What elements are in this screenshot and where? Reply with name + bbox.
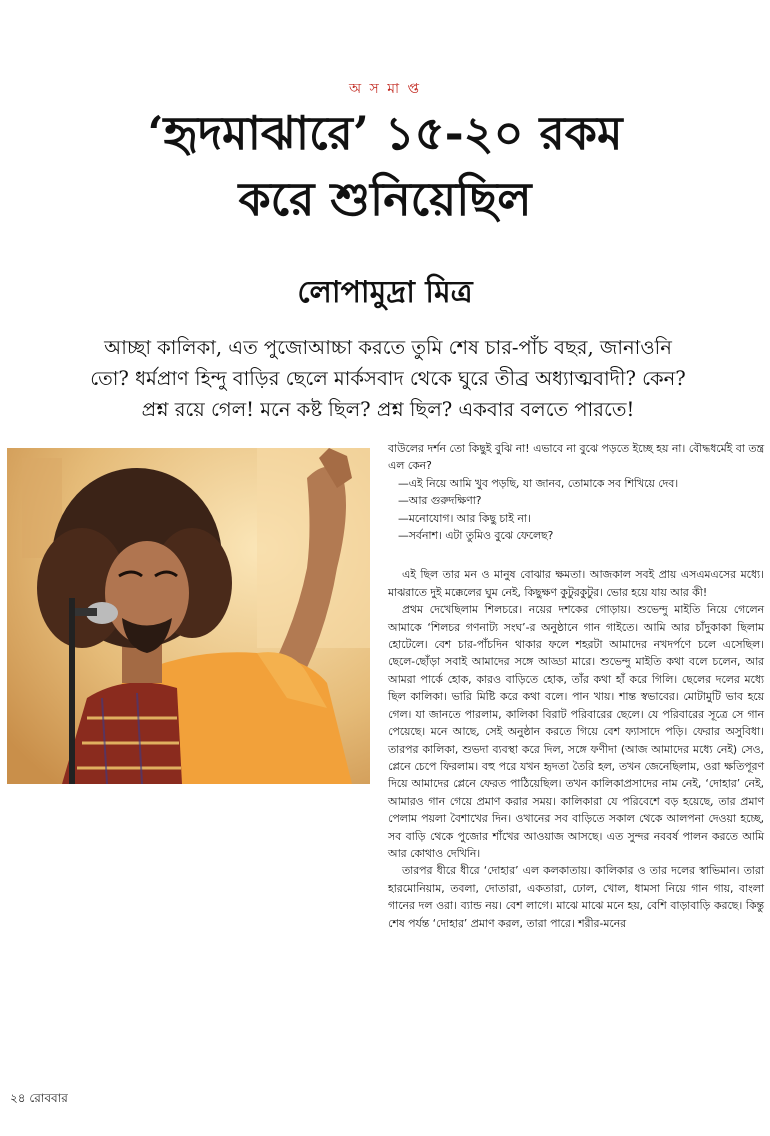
dialogue-line: —সর্বনাশ। এটা তুমিও বুঝে ফেলেছ? — [398, 529, 554, 543]
article-headline — [40, 100, 730, 232]
author-byline: লোপামুদ্রা মিত্র — [297, 275, 473, 310]
performer-photo — [7, 448, 370, 784]
performer-singing-illustration — [7, 448, 370, 784]
body-paragraph: বাউলের দর্শন তো কিছুই বুঝি না! এভাবে না বুঝে পড়তে ইচ্ছে হয় না। বৌদ্ধধর্মেই বা তন্ত্র এল কেন? — [388, 442, 764, 473]
dialogue-line: —মনোযোগ। আর কিছু চাই না। — [398, 511, 531, 525]
paragraph-spacer — [388, 544, 764, 566]
standfirst — [58, 332, 718, 425]
standfirst-line-2: তো? ধর্মপ্রাণ হিন্দু বাড়ির ছেলে মার্কসবাদ থেকে ঘুরে তীব্র অধ্যাত্মবাদী? কেন? — [90, 367, 686, 390]
headline-line-2: করে শুনিয়েছিল — [238, 172, 532, 226]
dialogue-line: —এই নিয়ে আমি খুব পড়ছি, যা জানব, তোমাকে সব শিখিয়ে দেব। — [398, 476, 679, 490]
dialogue-line: —আর গুরুদক্ষিণা? — [398, 494, 482, 508]
page-folio: ২৪ রোববার — [10, 1091, 68, 1105]
body-paragraph: তারপর ধীরে ধীরে ‘দোহার’ এল কলকাতায়। কালিকার ও তার দলের স্বাভিমান। তারা হারমোনিয়াম, তবলা, দোতারা, একতারা, ঢোল, খোল, ধামসা নিয়ে গান গায়, বাংলা গানের দল ওরা। ব্যান্ড নয়। বেশ লাগে। মাঝে মাঝে মনে হয়, বেশি বাড়াবাড়ি করছে। কিন্তু শেষ পর্যন্ত ‘দোহার’ প্রমাণ করল, তারা পারে। শরীর-মনের — [388, 864, 764, 930]
section-kicker: অ স মা প্ত — [348, 81, 422, 97]
body-paragraph: প্রথম দেখেছিলাম শিলচরে। নয়ের দশকের গোড়ায়। শুভেন্দু মাইতি নিয়ে গেলেন আমাকে ‘শিলচর গণনাট্য সংঘ’-র অনুষ্ঠানে গান গাইতে। আমি আর চাঁদুকাকা ছিলাম হোটেলে। বেশ চার-পাঁচদিন থাকার ফলে শহরটা আমাদের নখদর্পণে চলে এসেছিল। ছেলে-ছোঁড়া সবাই আমাদের সঙ্গে আড্ডা মারে। শুভেন্দু মাইতি কথা বলে চলেন, আর আমরা পার্কে হোক, কারও বাড়িতে হোক, তাঁর কথা হাঁ করে গিলি। ছেলের দলের মধ্যে ছিল কালিকা। ভারি মিষ্টি করে কথা বলে। পান খায়। শান্ত স্বভাবের। মোটামুটি ভাব হয়ে গেল। যা জানতে পারলাম, কালিকা বিরাট পরিবারের ছেলে। যে পরিবারের সূত্রে সে গান পেয়েছে। মনে আছে, সেই অনুষ্ঠান করতে গিয়ে বেশ ফ্যাসাদে পড়ি। ফেরার অসুবিধা। তারপর কালিকা, শুভদা ব্যবস্থা করে দিল, সঙ্গে ফণীদা (আজ আমাদের মধ্যে নেই) সেও, প্লেনে চেপে ফিরলাম। বহু পরে যখন হৃদতা তৈরি হল, তখন জেনেছিলাম, ওরা ক্ষতিপূরণ দিয়ে আমাদের প্লেনে ফেরত পাঠিয়েছিল। তখন কালিকাপ্রসাদের নাম নেই, ‘দোহার’ নেই, আমারও গান গেয়ে প্রমাণ করার সময়। কালিকারা যে পরিবেশে বড় হয়েছে, তার প্রমাণ পেলাম পয়লা বৈশাখের দিন। ওখানের সব বাড়িতে সকাল থেকে আলপনা দেওয়া হচ্ছে, সব বাড়ি থেকে পুজোর শাঁখের আওয়াজ আসছে। এত সুন্দর নববর্ষ পালন করতে আমি আর কোথাও দেখিনি। — [388, 603, 764, 860]
standfirst-line-3: প্রশ্ন রয়ে গেল! মনে কষ্ট ছিল? প্রশ্ন ছিল? একবার বলতে পারতে! — [141, 398, 635, 421]
article-body — [388, 440, 764, 932]
headline-line-1: ‘হৃদমাঝারে’ ১৫-২০ রকম — [147, 106, 623, 160]
standfirst-line-1: আচ্ছা কালিকা, এত পুজোআচ্চা করতে তুমি শেষ চার-পাঁচ বছর, জানাওনি — [104, 336, 672, 359]
body-paragraph: এই ছিল তার মন ও মানুষ বোঝার ক্ষমতা। আজকাল সবই প্রায় এসএমএসের মধ্যে। মাঝরাতে দুই মক্কেলের ঘুম নেই, কিছুক্ষণ কুটুরকুটুর। ভোর হয়ে যায় আর কী! — [388, 568, 764, 599]
